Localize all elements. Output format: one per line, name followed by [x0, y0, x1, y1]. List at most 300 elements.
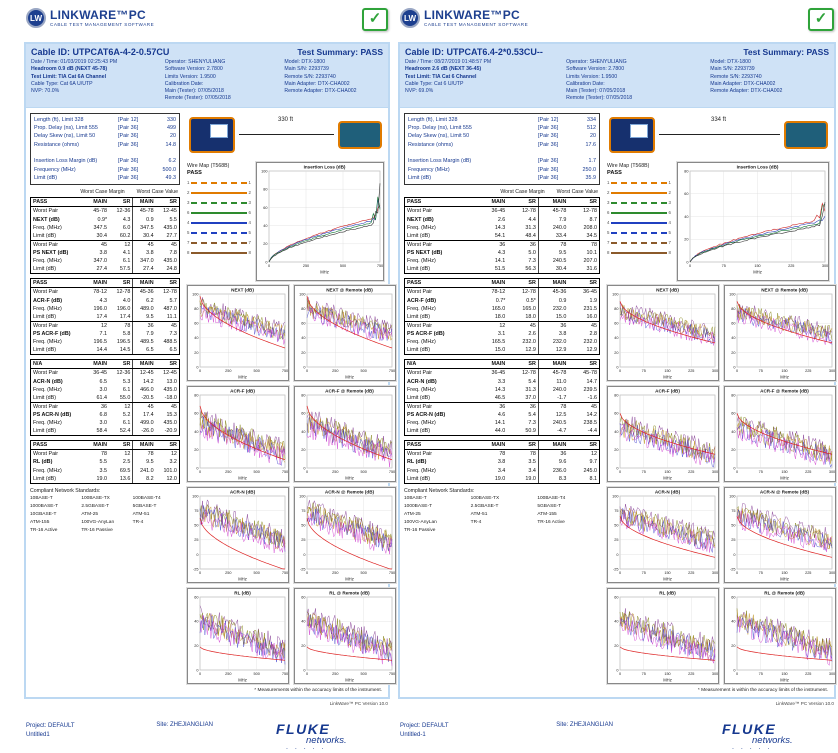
chart-acr-n-db [607, 487, 719, 583]
summary-row [34, 174, 176, 182]
wire-row [607, 238, 671, 248]
table-cell: 240.5 [538, 419, 569, 427]
chart-insertion-loss [676, 162, 830, 281]
table-cell: 19.0 [494, 475, 506, 482]
table-row [405, 475, 599, 483]
svg-text:0: 0 [196, 365, 199, 370]
table-row [31, 232, 179, 240]
svg-text:0: 0 [733, 668, 736, 673]
table-row-label: Freq. (MHz) [33, 224, 62, 231]
wire-pin-left: 2 [607, 190, 610, 196]
table-row-label: Limit (dB) [407, 313, 431, 320]
table-cell: 12-78 [522, 208, 536, 215]
svg-text:0: 0 [303, 466, 306, 471]
header-line: Cable Type: Cat 6 U/UTP [405, 80, 464, 87]
header-line: Remote S/N: 2293740 [284, 73, 336, 80]
wire-pin-right: 3 [668, 200, 671, 206]
svg-text:75: 75 [758, 469, 763, 474]
summary-pair: [Pair 12] [118, 116, 139, 123]
table-cell: -20.5 [132, 394, 155, 402]
svg-text:RL (dB): RL (dB) [659, 590, 676, 596]
table-col-header: MAIN [93, 199, 108, 206]
table-cell: 50.9 [525, 428, 536, 435]
compliant-standards [30, 488, 180, 536]
svg-text:60: 60 [731, 595, 736, 600]
svg-text:40: 40 [684, 214, 689, 219]
svg-text:0: 0 [196, 552, 199, 557]
wire-line [191, 202, 246, 204]
table-cell: 5.5 [99, 459, 108, 466]
table-row-label: Worst Pair [407, 289, 433, 296]
header-line: Model: DTX-1800 [284, 59, 326, 65]
table-cell: 12 [101, 322, 108, 329]
table-cell: 7.1 [99, 330, 108, 337]
summary-label: Insertion Loss Margin (dB) [408, 158, 472, 165]
wire-line [191, 182, 246, 184]
svg-text:75: 75 [758, 671, 763, 676]
table-row-label: Limit (dB) [407, 428, 431, 435]
table-cell: 196.0 [116, 305, 131, 312]
table-cell: 9.5 [132, 458, 155, 466]
svg-text:40: 40 [614, 335, 619, 340]
svg-text:500: 500 [253, 368, 260, 373]
result-table [404, 440, 600, 484]
table-cell: 12-78 [163, 289, 177, 296]
remote-tester-icon [784, 121, 828, 149]
linkware-logo [400, 8, 528, 28]
table-row-label: PS ACR-N (dB) [33, 411, 72, 418]
svg-text:300: 300 [711, 570, 718, 575]
linkware-logo-icon: LW [26, 8, 46, 28]
summary-row [408, 157, 596, 165]
svg-text:MHz: MHz [663, 677, 672, 683]
wire-line [191, 252, 246, 254]
table-row [31, 321, 179, 330]
table-cell: 78 [538, 403, 569, 411]
standard-item: TR-16 Passive [81, 528, 113, 534]
table-cell: 6.5 [132, 346, 155, 354]
table-cell: 17.4 [132, 411, 155, 419]
header-line: Remote Adapter: DTX-CHA002 [710, 88, 783, 95]
table-cell: 45 [170, 403, 177, 410]
svg-text:MHz: MHz [320, 269, 329, 275]
svg-text:750: 750 [281, 570, 288, 575]
spacer [408, 149, 596, 157]
table-status: PASS [33, 199, 48, 206]
standard-item: 2.5GBASE-T [470, 503, 499, 509]
report-footer [24, 722, 390, 751]
table-cell: 6.8 [99, 411, 108, 418]
table-cell: 27.4 [132, 265, 155, 273]
standard-item: ATM-155 [30, 520, 50, 526]
table-cell: 14.7 [586, 378, 597, 385]
table-row-label: Freq. (MHz) [33, 305, 62, 312]
accuracy-footnote: * Measurements within the accuracy limits of the instrument. [254, 687, 382, 693]
table-cell: 51.5 [494, 266, 506, 273]
table-cell: 45 [590, 322, 597, 329]
table-cell: 5.8 [122, 330, 131, 337]
svg-text:-25: -25 [613, 567, 619, 572]
table-status: PASS [407, 442, 422, 449]
svg-text:0: 0 [618, 368, 622, 373]
table-header-row [405, 198, 599, 207]
table-row [31, 265, 179, 273]
table-cell: 14.3 [494, 386, 506, 393]
svg-text:75: 75 [301, 508, 306, 513]
table-row [31, 378, 179, 386]
summary-value: 49.3 [165, 174, 176, 181]
standard-item: 2.5GBASE-T [81, 503, 110, 509]
table-cell: 347.0 [132, 257, 155, 265]
wire-pin-left: 3 [607, 200, 610, 206]
header-line: Date / Time: 01/03/2019 02:25:43 PM [31, 59, 118, 65]
wire-row [607, 198, 671, 208]
svg-text:NEXT (dB): NEXT (dB) [656, 287, 679, 293]
table-header-row [405, 360, 599, 369]
table-cell: 45 [132, 241, 155, 249]
standards-title: Compliant Network Standards: [404, 487, 475, 494]
svg-text:-25: -25 [193, 567, 199, 572]
svg-text:80: 80 [614, 306, 619, 311]
svg-text:NEXT @ Remote (dB): NEXT @ Remote (dB) [761, 287, 808, 293]
table-cell: 58.4 [96, 428, 108, 435]
svg-text:150: 150 [754, 263, 761, 268]
svg-text:0: 0 [735, 469, 739, 474]
wire-pin-left: 6 [187, 210, 190, 216]
table-cell: 36 [538, 322, 569, 330]
linkware-logo [26, 8, 154, 28]
table-row-label: Freq. (MHz) [407, 305, 436, 312]
table-cell: 489.0 [132, 305, 155, 313]
svg-text:40: 40 [731, 335, 736, 340]
table-cell: 2.6 [528, 330, 536, 337]
svg-text:225: 225 [688, 469, 695, 474]
table-cell: 3.0 [99, 420, 108, 427]
header-line: Remote (Tester): 07/05/2018 [164, 95, 231, 102]
header-line: Headroom 0.9 dB (NEXT 45-78) [31, 66, 108, 73]
table-row [31, 207, 179, 215]
table-cell: 14.5 [119, 347, 131, 354]
summary-label: Length (ft), Limit 328 [34, 116, 84, 123]
table-cell: 2.5 [122, 459, 131, 466]
svg-text:75: 75 [758, 368, 763, 373]
table-row-label: ACR-F (dB) [33, 297, 63, 304]
summary-value: 20 [590, 133, 596, 140]
table-cell: 5.0 [528, 249, 536, 256]
site-label: Site: ZHEJIANGLIAN [556, 721, 613, 728]
table-cell: 236.0 [538, 467, 569, 475]
wire-pin-left: 1 [607, 180, 610, 186]
wire-row [607, 228, 671, 238]
table-cell: -20.9 [164, 428, 177, 435]
svg-text:80: 80 [194, 306, 199, 311]
svg-text:0: 0 [616, 365, 619, 370]
header-line: Remote S/N: 2293740 [710, 73, 762, 80]
table-cell: 6.1 [122, 258, 131, 265]
table-cell: 238.5 [583, 420, 597, 427]
svg-text:80: 80 [614, 393, 619, 398]
table-status: PASS [33, 442, 48, 449]
table-cell: 11.0 [538, 378, 569, 386]
wire-pin-left: 7 [187, 240, 190, 246]
table-header-row [31, 360, 179, 369]
table-cell: 78 [499, 451, 506, 458]
summary-pair: [Pair 36] [118, 125, 139, 132]
table-col-header: SR [169, 199, 177, 206]
svg-text:60: 60 [731, 411, 736, 416]
summary-value: 17.6 [585, 141, 596, 148]
header-line: Software Version: 2.7800 [566, 66, 625, 73]
table-cell: 36 [529, 403, 536, 410]
table-row-label: Limit (dB) [33, 428, 57, 435]
table-cell: 36 [538, 450, 569, 458]
table-cell: 30.4 [96, 232, 108, 239]
table-cell: 435.0 [163, 258, 177, 265]
table-cell: 12.9 [538, 346, 569, 354]
table-row-label: NEXT (dB) [407, 216, 434, 223]
svg-text:75: 75 [641, 671, 646, 676]
result-tables [30, 197, 180, 484]
table-cell: 8.2 [132, 475, 155, 483]
header-line: Main S/N: 2293739 [284, 66, 329, 73]
table-cell: 78-12 [491, 289, 506, 296]
table-cell: 45-36 [132, 288, 155, 296]
table-cell: 12-78 [522, 370, 536, 377]
wire-pin-right: 7 [668, 240, 671, 246]
svg-text:300: 300 [821, 263, 828, 268]
table-col-header: SR [528, 199, 536, 206]
standard-item: TR-4 [132, 520, 144, 526]
table-cell: 61.4 [96, 394, 108, 401]
table-cell: 4.3 [497, 249, 506, 256]
table-cell: 36 [529, 241, 536, 248]
report-left [24, 6, 395, 752]
svg-text:150: 150 [664, 570, 671, 575]
svg-text:20: 20 [301, 350, 306, 355]
project-file-label: Untitled-1 [400, 731, 426, 738]
chart-acr-f-db [187, 386, 289, 482]
table-cell: 240.0 [538, 386, 569, 394]
wire-map-status: PASS [187, 169, 202, 176]
table-row-label: Freq. (MHz) [33, 420, 62, 427]
table-row-label: PS NEXT (dB) [33, 249, 69, 256]
svg-text:40: 40 [731, 429, 736, 434]
wire-line [611, 202, 666, 204]
table-cell: 347.5 [132, 224, 155, 232]
svg-text:0: 0 [686, 260, 689, 265]
table-cell: 36 [101, 403, 108, 410]
svg-text:40: 40 [301, 619, 306, 624]
table-row-label: Limit (dB) [33, 232, 57, 239]
table-col-header: SR [122, 361, 131, 368]
header-line: Date / Time: 08/27/2019 01:48:57 PM [405, 59, 492, 65]
table-cell: 2.8 [589, 330, 597, 337]
header-line: Calibration Date: [566, 80, 605, 87]
wire-pin-right: 6 [668, 210, 671, 216]
standard-item: ATM-155 [537, 512, 557, 518]
table-cell: 3.1 [497, 330, 506, 337]
table-cell: 45 [101, 241, 108, 248]
svg-text:25: 25 [301, 537, 306, 542]
result-table [30, 359, 180, 436]
table-cell: 14.1 [494, 420, 506, 427]
svg-text:MHz: MHz [345, 475, 354, 481]
table-row-label: Worst Pair [407, 370, 433, 377]
table-cell: 45 [170, 322, 177, 329]
svg-text:-25: -25 [300, 567, 306, 572]
svg-text:500: 500 [253, 671, 260, 676]
table-cell: -4.4 [587, 428, 597, 435]
table-col-header: SR [528, 280, 536, 287]
table-cell: 30.4 [538, 265, 569, 273]
standard-item: TR-16 Active [30, 528, 58, 534]
test-summary: Test Summary: PASS [743, 47, 829, 57]
summary-row [34, 124, 176, 132]
table-cell: 37.0 [525, 394, 536, 401]
wire-row [607, 218, 671, 228]
table-col-header: SR [169, 442, 177, 449]
standard-item: ATM-25 [81, 512, 99, 518]
linkware-logo-icon: LW [400, 8, 420, 28]
wire-pin-left: 3 [187, 200, 190, 206]
wire-row [187, 228, 251, 238]
standard-item: ATM-25 [404, 512, 421, 518]
wire-pin-left: 7 [607, 240, 610, 246]
table-cell: 78 [101, 451, 108, 458]
svg-text:MHz: MHz [345, 374, 354, 380]
table-cell: 165.0 [522, 305, 536, 312]
svg-text:40: 40 [731, 619, 736, 624]
svg-text:80: 80 [301, 306, 306, 311]
table-cell: 3.5 [99, 467, 108, 474]
chart-insertion-loss-db [256, 162, 384, 281]
svg-text:150: 150 [664, 368, 671, 373]
table-row-label: Limit (dB) [407, 232, 431, 239]
table-row [31, 419, 179, 427]
summary-pair: [Pair 36] [118, 174, 139, 181]
chart-insertion-loss-db [677, 162, 829, 281]
table-cell: 3.4 [497, 467, 506, 474]
wire-pin-left: 5 [187, 230, 190, 236]
cable-id: Cable ID: UTPCAT6A-4-2-0.57CU [31, 47, 170, 57]
wire-row [187, 218, 251, 228]
summary-label: Frequency (MHz) [408, 166, 450, 173]
wire-line [611, 252, 666, 254]
header-line: Operator: SHENYULIANG [566, 59, 627, 65]
svg-text:60: 60 [194, 411, 199, 416]
svg-text:750: 750 [388, 671, 395, 676]
svg-text:20: 20 [194, 350, 199, 355]
summary-pair: [Pair 36] [538, 166, 559, 173]
table-col-header: MAIN [491, 280, 506, 287]
chart-rl-db [607, 588, 719, 684]
svg-text:RL (dB): RL (dB) [234, 590, 251, 596]
table-cell: 7.3 [528, 420, 536, 427]
svg-text:25: 25 [731, 537, 736, 542]
table-row-label: Limit (dB) [407, 394, 431, 401]
header-line: Test Limit: TIA Cat 6 Channel [405, 73, 477, 80]
table-row [31, 249, 179, 257]
table-cell: 12-36 [116, 208, 131, 215]
result-table [404, 278, 600, 355]
table-col-header: SR [589, 199, 597, 206]
svg-text:100: 100 [299, 292, 306, 297]
svg-text:75: 75 [614, 508, 619, 513]
table-row [405, 257, 599, 265]
table-col-header: SR [169, 361, 177, 368]
svg-text:0: 0 [303, 668, 306, 673]
svg-text:25: 25 [614, 537, 619, 542]
table-row [31, 305, 179, 313]
standard-item: TR-16 Passive [404, 528, 436, 534]
table-row-label: Limit (dB) [407, 347, 431, 354]
table-cell: 347.0 [93, 258, 108, 265]
table-cell: 12 [170, 451, 177, 458]
table-row-label: PS ACR-F (dB) [33, 330, 71, 337]
table-row [405, 288, 599, 296]
svg-text:0: 0 [688, 263, 692, 268]
report-header [26, 44, 388, 108]
svg-text:60: 60 [194, 321, 199, 326]
chart-rl-db [187, 588, 289, 684]
svg-text:750: 750 [281, 469, 288, 474]
summary-pair: [Pair 36] [538, 141, 559, 148]
svg-text:0: 0 [303, 552, 306, 557]
standard-item: 100BASE-TX [470, 495, 500, 501]
svg-text:75: 75 [721, 263, 726, 268]
summary-label: Resistance (ohms) [408, 141, 453, 148]
table-cell: -1.6 [587, 394, 597, 401]
table-cell: 45-78 [538, 369, 569, 377]
svg-text:50: 50 [731, 523, 736, 528]
table-row-label: Worst Pair [33, 241, 59, 248]
summary-value: 500.0 [162, 166, 176, 173]
chart-acr-n-remote-db [294, 487, 396, 583]
table-cell: 6.1 [122, 420, 131, 427]
table-cell: 36 [499, 241, 506, 248]
svg-text:80: 80 [301, 393, 306, 398]
table-cell: 12.9 [525, 347, 536, 354]
table-row [31, 313, 179, 321]
table-cell: 36-45 [93, 370, 108, 377]
table-cell: 78 [124, 322, 131, 329]
table-cell: 14.2 [132, 378, 155, 386]
table-col-header: SR [122, 280, 131, 287]
wire-row [607, 188, 671, 198]
svg-text:50: 50 [614, 523, 619, 528]
summary-row [408, 132, 596, 140]
summary-value: 330 [167, 116, 176, 123]
table-cell: 36-45 [491, 208, 506, 215]
summary-pair: [Pair 36] [118, 166, 139, 173]
svg-text:20: 20 [301, 643, 306, 648]
svg-text:50: 50 [301, 523, 306, 528]
table-cell: 7.9 [538, 216, 569, 224]
table-status: N/A [33, 361, 43, 368]
summary-pair: [Pair 36] [538, 125, 559, 132]
wire-pin-right: 4 [668, 220, 671, 226]
table-row [405, 386, 599, 394]
header-line: Limits Version: 1.9500 [164, 73, 216, 80]
svg-text:0: 0 [196, 668, 199, 673]
svg-text:40: 40 [194, 619, 199, 624]
table-row-label: Worst Pair [407, 322, 433, 329]
table-cell: 241.0 [132, 467, 155, 475]
header-line: Cable Type: Cat 6A U/UTP [31, 80, 93, 87]
table-row-label: Worst Pair [407, 241, 433, 248]
table-col-header: MAIN [538, 441, 569, 449]
wire-map-status: PASS [607, 169, 622, 176]
